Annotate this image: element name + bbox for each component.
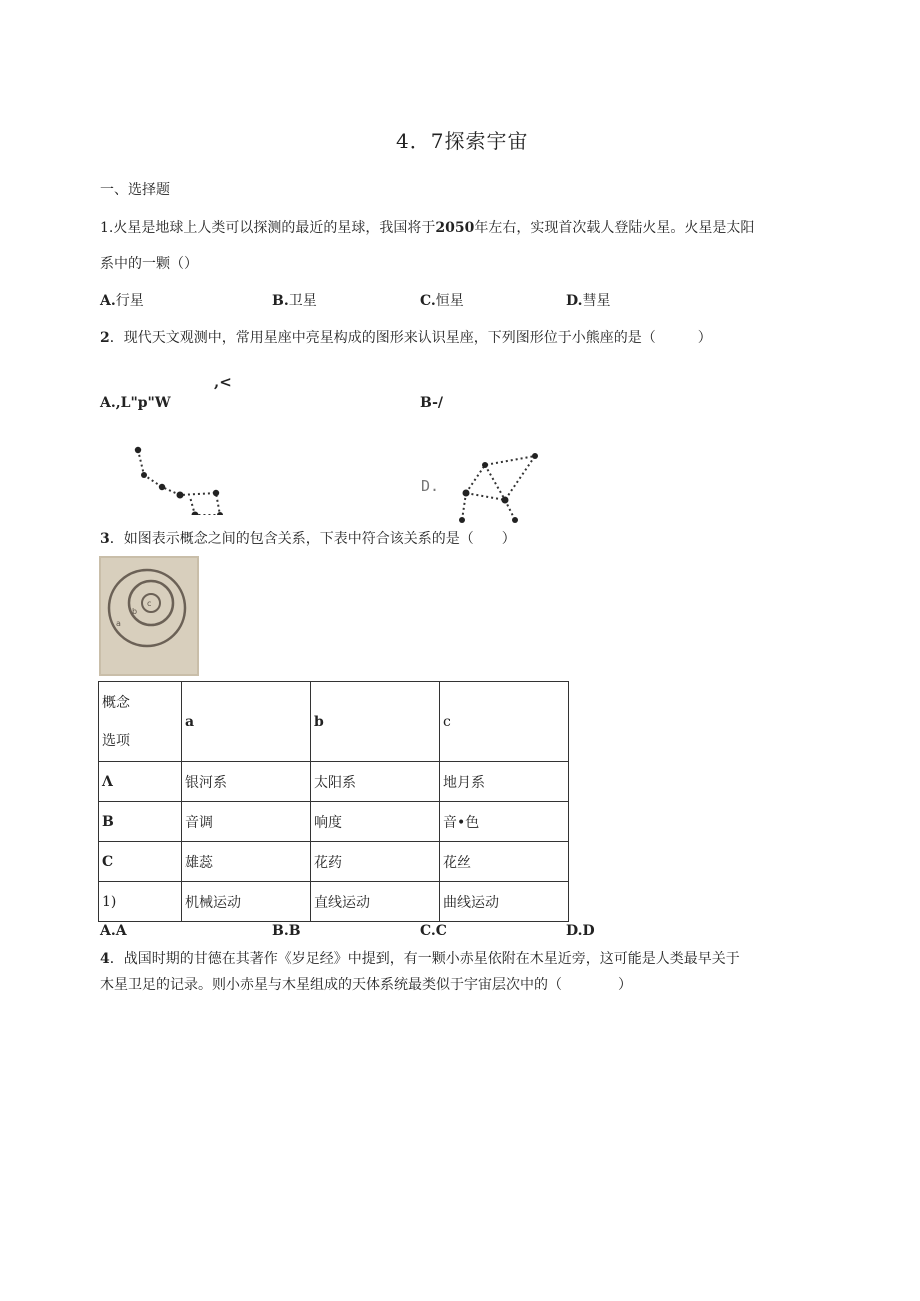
circle-label-a: a [116, 619, 121, 628]
q2-line [100, 327, 712, 347]
q3-option-b[interactable]: B.B [272, 923, 301, 939]
constellation-c-figure[interactable] [120, 440, 240, 515]
circle-label-c: c [147, 599, 152, 608]
row-key: B [99, 802, 182, 842]
q2-artifact-mark: ,< [214, 373, 232, 391]
option-key: B. [272, 293, 289, 309]
option-text: 恒星 [435, 293, 464, 309]
page-title: 4．7探索宇宙 [396, 129, 529, 153]
q4-line2: 木星卫足的记录。则小赤星与木星组成的天体系统最类似于宇宙层次中的（ ） [100, 977, 632, 993]
table-row [99, 802, 569, 842]
constellation-d-figure[interactable] [450, 448, 550, 528]
q1-text-a: 1.火星是地球上人类可以探测的最近的星球，我国将于 [100, 220, 436, 236]
q1-option-c[interactable] [420, 290, 464, 310]
table-row [99, 842, 569, 882]
cell: 音调 [182, 802, 311, 842]
q1-option-b[interactable] [272, 290, 317, 310]
section-heading: 一、选择题 [100, 182, 170, 198]
header-b: b [311, 682, 440, 762]
header-concept-option [99, 682, 182, 762]
cell: 曲线运动 [440, 882, 569, 922]
header-a: a [182, 682, 311, 762]
q4-line1 [100, 948, 740, 968]
option-key: C. [420, 293, 436, 309]
q2-option-a[interactable]: A.,L"p"W [100, 395, 171, 411]
option-key: D. [566, 293, 583, 309]
q3-line [100, 528, 516, 548]
q3-text: ．如图表示概念之间的包含关系，下表中符合该关系的是（ ） [109, 531, 516, 547]
q2-option-b[interactable]: B-/ [420, 395, 444, 411]
cell: 地月系 [440, 762, 569, 802]
q3-option-d[interactable]: D.D [566, 923, 595, 939]
concept-table [98, 681, 569, 922]
header-concept: 概念 [102, 694, 130, 711]
nested-circles-figure [99, 556, 199, 676]
row-key: Λ [99, 762, 182, 802]
q4-text: ．战国时期的甘德在其著作《岁足经》中提到，有一颗小赤星依附在木星近旁，这可能是人类最早关于 [109, 951, 740, 967]
option-key: A. [100, 293, 116, 309]
cell: 雄蕊 [182, 842, 311, 882]
q1-line2: 系中的一颗（） [100, 256, 198, 272]
q2-option-d-label[interactable]: D. [421, 477, 440, 495]
cell: 花丝 [440, 842, 569, 882]
q3-option-c[interactable]: C.C [420, 923, 447, 939]
q3-number: 3 [100, 531, 110, 547]
option-text: 卫星 [288, 293, 317, 309]
option-text: 行星 [115, 293, 144, 309]
table-header-row [99, 682, 569, 762]
table-row [99, 762, 569, 802]
cell: 花药 [311, 842, 440, 882]
cell: 响度 [311, 802, 440, 842]
option-text: 彗星 [582, 293, 611, 309]
q1-line1 [100, 217, 754, 237]
q4-number: 4 [100, 951, 110, 967]
q2-number: 2 [100, 330, 110, 346]
cell: 直线运动 [311, 882, 440, 922]
q2-text: ．现代天文观测中，常用星座中亮星构成的图形来认识星座，下列图形位于小熊座的是（ ） [109, 330, 712, 346]
row-key: C [99, 842, 182, 882]
circle-label-b: b [132, 607, 138, 616]
q1-option-a[interactable] [100, 290, 144, 310]
table-row [99, 882, 569, 922]
cell: 银河系 [182, 762, 311, 802]
cell: 音•色 [440, 802, 569, 842]
cell: 太阳系 [311, 762, 440, 802]
q1-option-d[interactable] [566, 290, 611, 310]
header-option: 选项 [102, 732, 130, 749]
q1-text-b: 年左右，实现首次载人登陆火星。火星是太阳 [474, 220, 755, 236]
cell: 机械运动 [182, 882, 311, 922]
row-key: 1) [99, 882, 182, 922]
q3-option-a[interactable]: A.A [100, 923, 127, 939]
header-c: c [440, 682, 569, 762]
q1-year: 2050 [435, 220, 475, 236]
